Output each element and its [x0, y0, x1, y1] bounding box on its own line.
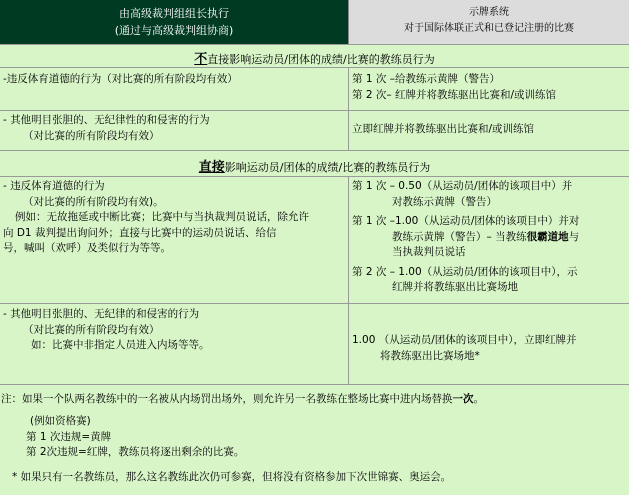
note-example-1: 第 1 次违规=黄牌: [26, 430, 112, 443]
note-main: [1, 392, 629, 408]
divider: [0, 150, 629, 151]
section2-row1-left: [3, 179, 345, 257]
row-text: 例如：无故拖延或中断比赛；比赛中与当执裁判员说话，除允许: [15, 211, 309, 223]
section2-title-emph: 直接: [198, 160, 225, 175]
row-text: 第 1 次 – 0.50（从运动员/团体的该项目中）并: [352, 180, 573, 192]
section1-row2-left: [3, 113, 345, 144]
row-text: - 违反体育道德的行为: [3, 180, 105, 192]
header-left: [0, 0, 348, 44]
section2-row1-right: [352, 179, 627, 296]
section1-title-emph: 不: [194, 52, 208, 67]
row-text: 当执裁判员说话: [392, 246, 466, 258]
section1-title: [0, 48, 629, 67]
footnote: [12, 470, 629, 486]
section2-row2-right: [352, 333, 627, 364]
row-text: -违反体育道德的行为（对比赛的所有阶段均有效）: [3, 73, 238, 85]
section1-row1-right: [352, 72, 627, 103]
section1-title-rest: 直接影响运动员/团体的成绩/比赛的教练员行为: [207, 53, 435, 66]
row-text: 如：比赛中非指定人员进入内场等等。: [31, 339, 210, 351]
divider: [348, 176, 349, 384]
header-left-line1: 由高级裁判组组长执行: [119, 7, 229, 20]
row-text: （对比赛的所有阶段均有效)。: [23, 195, 164, 208]
row-text: 向 D1 裁判提出询问外；直接与比赛中的运动员说话、给信: [3, 226, 277, 239]
divider: [0, 384, 629, 385]
row-text-bold: 很霸道地: [526, 230, 569, 243]
row-text: （对比赛的所有阶段均有效）: [23, 129, 160, 142]
note-example-2: 第 2次违规=红牌，教练员将逐出剩余的比赛。: [26, 446, 245, 458]
row-text: 红牌并将教练驱出比赛场地: [392, 281, 518, 293]
note-text-bold: 一次: [452, 393, 474, 405]
note-text: 。: [473, 393, 484, 405]
row-text: - 其他明目张胆的、无纪律的和侵害的行为: [3, 308, 200, 320]
row-text: 对教练示黄牌（警告）: [392, 195, 497, 208]
section2-row2-left: [3, 307, 345, 354]
section2-title-rest: 影响运动员/团体的成绩/比赛的教练员行为: [224, 161, 431, 174]
header-right-line1: 示牌系统: [469, 7, 509, 18]
section1-row1-left: [3, 72, 345, 88]
section1-row2-right: [352, 122, 627, 138]
divider: [0, 67, 629, 68]
divider: [0, 303, 629, 304]
divider: [0, 44, 629, 45]
divider: [348, 67, 349, 150]
note-example-title: (例如资格赛): [30, 415, 91, 427]
row-text: 教练示黄牌（警告）– 当教练: [392, 230, 527, 243]
divider: [0, 110, 629, 111]
row-text: 与: [568, 230, 580, 243]
row-text: 第 2 次 – 1.00（从运动员/团体的该项目中），示: [352, 265, 578, 278]
header-right: [348, 0, 629, 44]
note-examples: [26, 414, 590, 461]
row-text: 第 1 次 –1.00（从运动员/团体的该项目中）并对: [352, 215, 580, 227]
row-text-mixed: [352, 230, 627, 246]
row-text: 将教练驱出比赛场地*: [380, 349, 480, 362]
row-text: （对比赛的所有阶段均有效）: [23, 323, 160, 336]
row-text: 第 2 次– 红牌并将教练驱出比赛和/或训练馆: [352, 88, 556, 101]
header-left-line2: (通过与高级裁判组协商): [114, 24, 234, 37]
divider: [0, 176, 629, 177]
row-text: 号，喊叫（欢呼）及类似行为等等。: [3, 242, 171, 254]
header-right-line2: 对于国际体联正式和已登记注册的比赛: [404, 23, 574, 34]
row-text: - 其他明目张胆的、无纪律性的和侵害的行为: [3, 114, 210, 126]
note-text: 注：如果一个队两名教练中的一名被从内场罚出场外，则允许另一名教练在整场比赛中进内场替换: [1, 393, 453, 405]
row-text: 第 1 次 –给教练示黄牌（警告）: [352, 73, 500, 85]
section2-title: [0, 156, 629, 175]
footnote-text: * 如果只有一名教练员，那么这名教练此次仍可参赛，但将没有资格参加下次世锦赛、奥运会。: [12, 471, 452, 483]
row-text: 立即红牌并将教练驱出比赛和/或训练馆: [352, 123, 535, 135]
row-text: 1.00 （从运动员/团体的该项目中），立即红牌并: [352, 334, 577, 346]
